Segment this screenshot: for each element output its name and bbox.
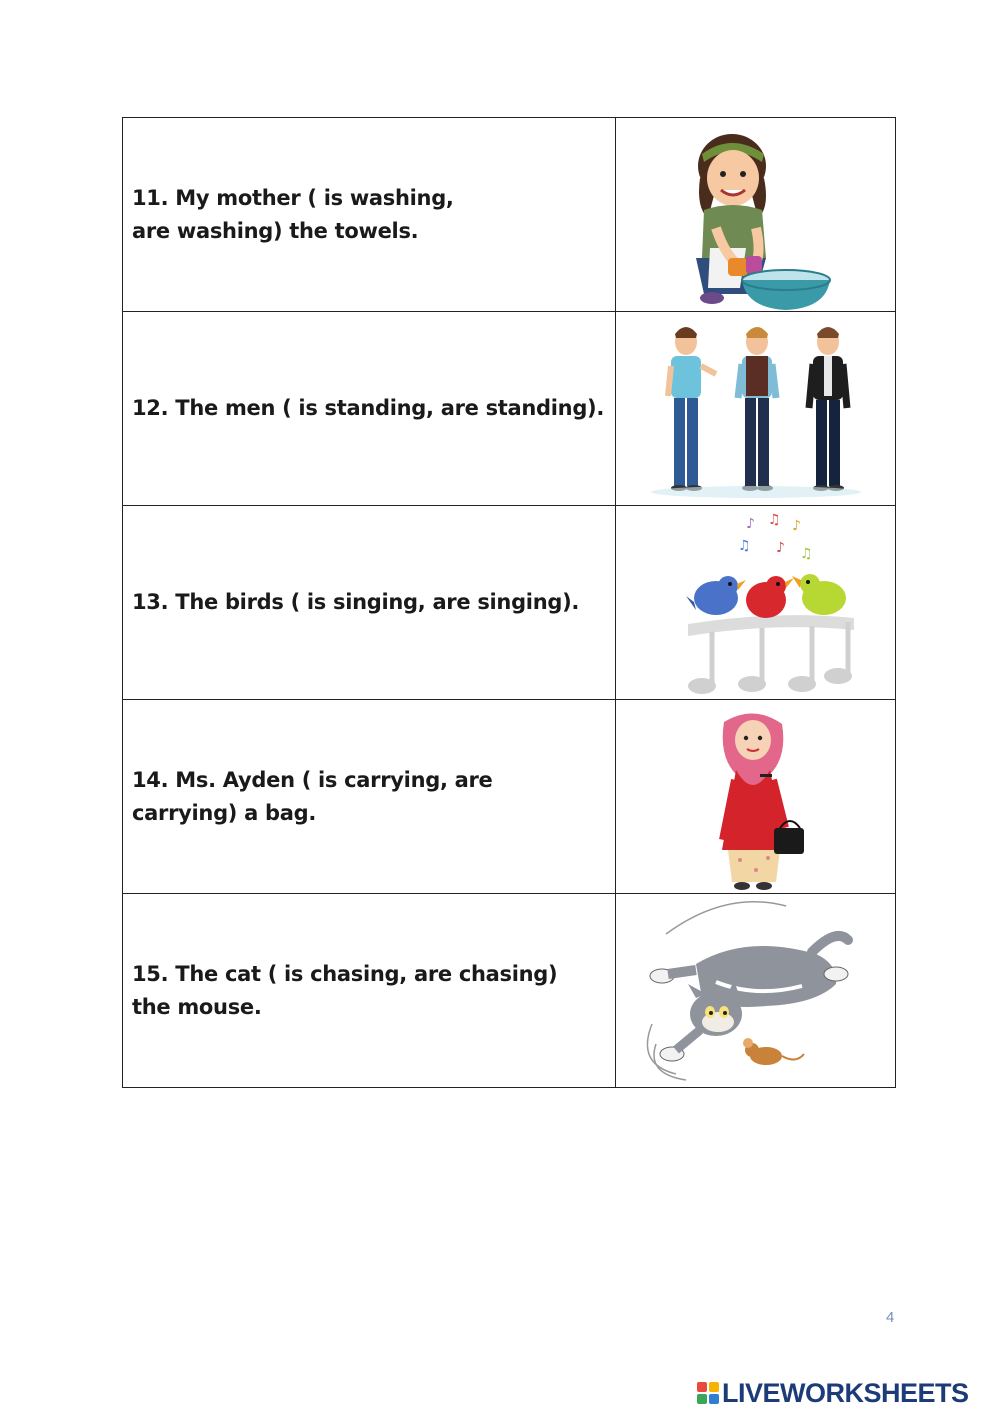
question-line: 11. My mother ( is washing, [132, 185, 454, 210]
question-line: 13. The birds ( is singing, are singing). [132, 590, 580, 614]
image-cell [616, 118, 896, 312]
three-men-standing-illustration [616, 312, 895, 505]
liveworksheets-logo-icon [697, 1382, 719, 1404]
question-cell [123, 118, 616, 312]
cat-chasing-mouse-illustration [616, 894, 895, 1087]
footer-brand[interactable] [697, 1377, 969, 1409]
woman-carrying-bag-illustration [616, 700, 895, 893]
question-text [132, 182, 607, 248]
question-text [132, 764, 607, 830]
question-cell [123, 700, 616, 894]
question-line: 12. The men ( is standing, are standing). [132, 396, 605, 420]
question-text [132, 586, 607, 619]
question-line: are washing) the towels. [132, 218, 419, 243]
question-cell [123, 312, 616, 506]
image-cell [616, 700, 896, 894]
brand-name: LIVEWORKSHEETS [722, 1377, 969, 1408]
svg-text:♫: ♫ [768, 512, 781, 528]
question-line: the mouse. [132, 994, 262, 1019]
question-line: carrying) a bag. [132, 800, 317, 825]
birds-singing-illustration [616, 506, 895, 699]
question-text [132, 958, 607, 1024]
table-row [123, 312, 896, 506]
svg-text:♪: ♪ [792, 518, 801, 534]
question-line: 15. The cat ( is chasing, are chasing) [132, 961, 558, 986]
svg-text:♪: ♪ [746, 516, 755, 532]
question-cell [123, 506, 616, 700]
image-cell [616, 894, 896, 1088]
image-cell [616, 506, 896, 700]
question-cell [123, 894, 616, 1088]
svg-text:♫: ♫ [800, 546, 813, 562]
table-row [123, 506, 896, 700]
svg-text:♪: ♪ [776, 540, 785, 556]
table-row [123, 894, 896, 1088]
question-text [132, 392, 607, 425]
image-cell [616, 312, 896, 506]
table-row [123, 700, 896, 894]
table-row [123, 118, 896, 312]
woman-washing-towels-illustration [616, 118, 895, 311]
worksheet-table [122, 117, 896, 1088]
question-line: 14. Ms. Ayden ( is carrying, are [132, 767, 493, 792]
svg-text:♫: ♫ [738, 538, 751, 554]
page-number: 4 [886, 1309, 895, 1326]
